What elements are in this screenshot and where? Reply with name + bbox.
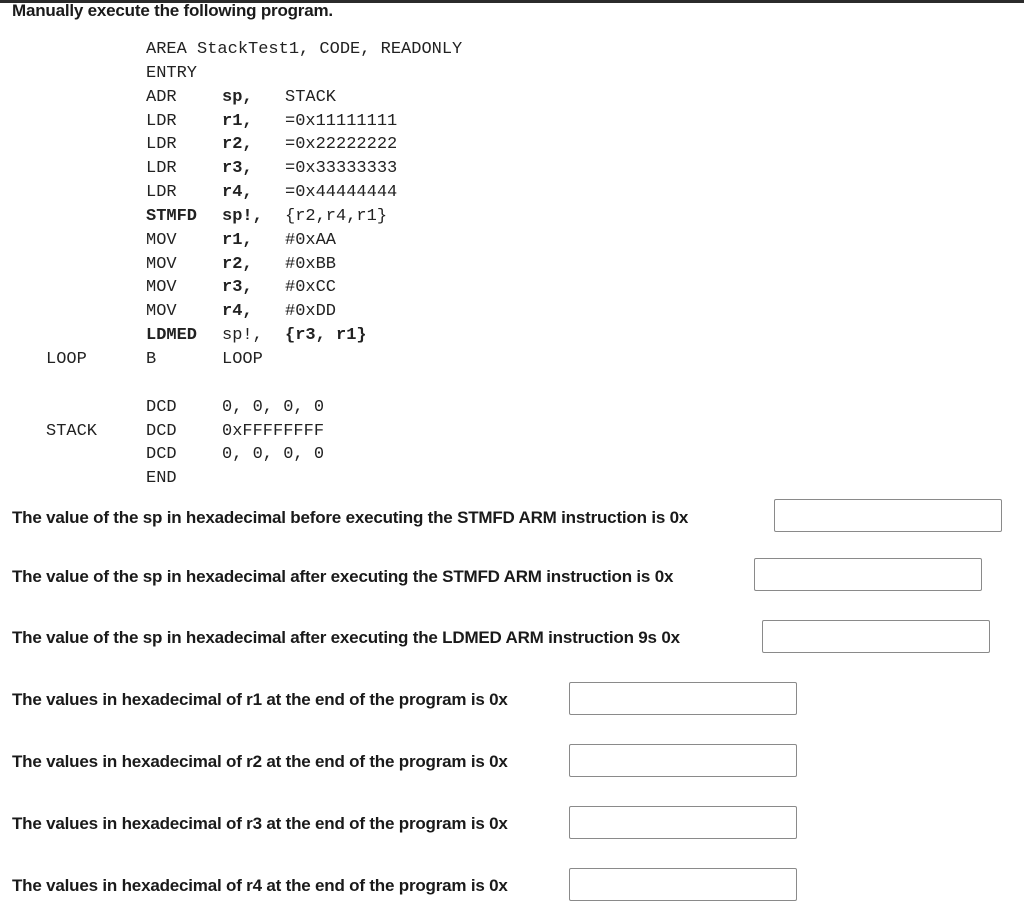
code-operand: r3, [222,159,253,178]
code-opcode: LDR [146,112,177,131]
question-sp-before-stmfd: The value of the sp in hexadecimal before executing the STMFD ARM instruction is 0x [12,508,689,527]
code-opcode: DCD [146,422,177,441]
code-label: LOOP [46,350,87,369]
code-operand: r4, [222,183,253,202]
code-operand: r1, [222,231,253,250]
code-label: STACK [46,422,98,441]
code-operand: #0xAA [285,231,337,250]
question-r4-final: The values in hexadecimal of r4 at the end of the program is 0x [12,876,508,895]
answer-sp-after-ldmed[interactable] [762,620,990,653]
code-area-directive: AREA StackTest1, CODE, READONLY [146,40,463,59]
code-opcode: DCD [146,398,177,417]
code-opcode: MOV [146,302,177,321]
code-opcode: DCD [146,445,177,464]
code-operand: r2, [222,135,253,154]
code-opcode: LDR [146,135,177,154]
answer-r3-final[interactable] [569,806,797,839]
question-sp-after-stmfd: The value of the sp in hexadecimal after executing the STMFD ARM instruction is 0x [12,567,674,586]
code-operand: =0x22222222 [285,135,398,154]
code-operand: sp, [222,88,253,107]
question-r3-final: The values in hexadecimal of r3 at the end of the program is 0x [12,814,508,833]
code-opcode: END [146,469,177,488]
code-opcode: LDR [146,183,177,202]
question-sp-after-ldmed: The value of the sp in hexadecimal after executing the LDMED ARM instruction 9s 0x [12,628,680,647]
code-operand: =0x44444444 [285,183,398,202]
code-operand: 0xFFFFFFFF [222,422,325,441]
answer-sp-before-stmfd[interactable] [774,499,1002,532]
code-operand: #0xCC [285,278,337,297]
code-opcode: ADR [146,88,177,107]
code-opcode: B [146,350,157,369]
code-operand: r4, [222,302,253,321]
answer-r2-final[interactable] [569,744,797,777]
code-opcode: MOV [146,255,177,274]
question-r1-final: The values in hexadecimal of r1 at the end of the program is 0x [12,690,508,709]
code-operand: r2, [222,255,253,274]
code-operand: r3, [222,278,253,297]
code-operand: =0x11111111 [285,112,398,131]
code-operand: =0x33333333 [285,159,398,178]
page-title: Manually execute the following program. [12,1,333,20]
code-operand: #0xBB [285,255,337,274]
code-opcode: MOV [146,278,177,297]
answer-r1-final[interactable] [569,682,797,715]
code-operand: LOOP [222,350,263,369]
code-opcode: LDMED [146,326,198,345]
code-operand: r1, [222,112,253,131]
code-opcode: MOV [146,231,177,250]
code-entry-directive: ENTRY [146,64,198,83]
code-operand: sp!, [222,207,263,226]
code-operand: sp!, [222,326,263,345]
question-r2-final: The values in hexadecimal of r2 at the end of the program is 0x [12,752,508,771]
code-operand: #0xDD [285,302,337,321]
answer-sp-after-stmfd[interactable] [754,558,982,591]
code-operand: 0, 0, 0, 0 [222,398,325,417]
code-opcode: LDR [146,159,177,178]
code-operand: 0, 0, 0, 0 [222,445,325,464]
code-operand: STACK [285,88,337,107]
answer-r4-final[interactable] [569,868,797,901]
code-opcode: STMFD [146,207,198,226]
code-operand: {r3, r1} [285,326,367,345]
code-operand: {r2,r4,r1} [285,207,388,226]
